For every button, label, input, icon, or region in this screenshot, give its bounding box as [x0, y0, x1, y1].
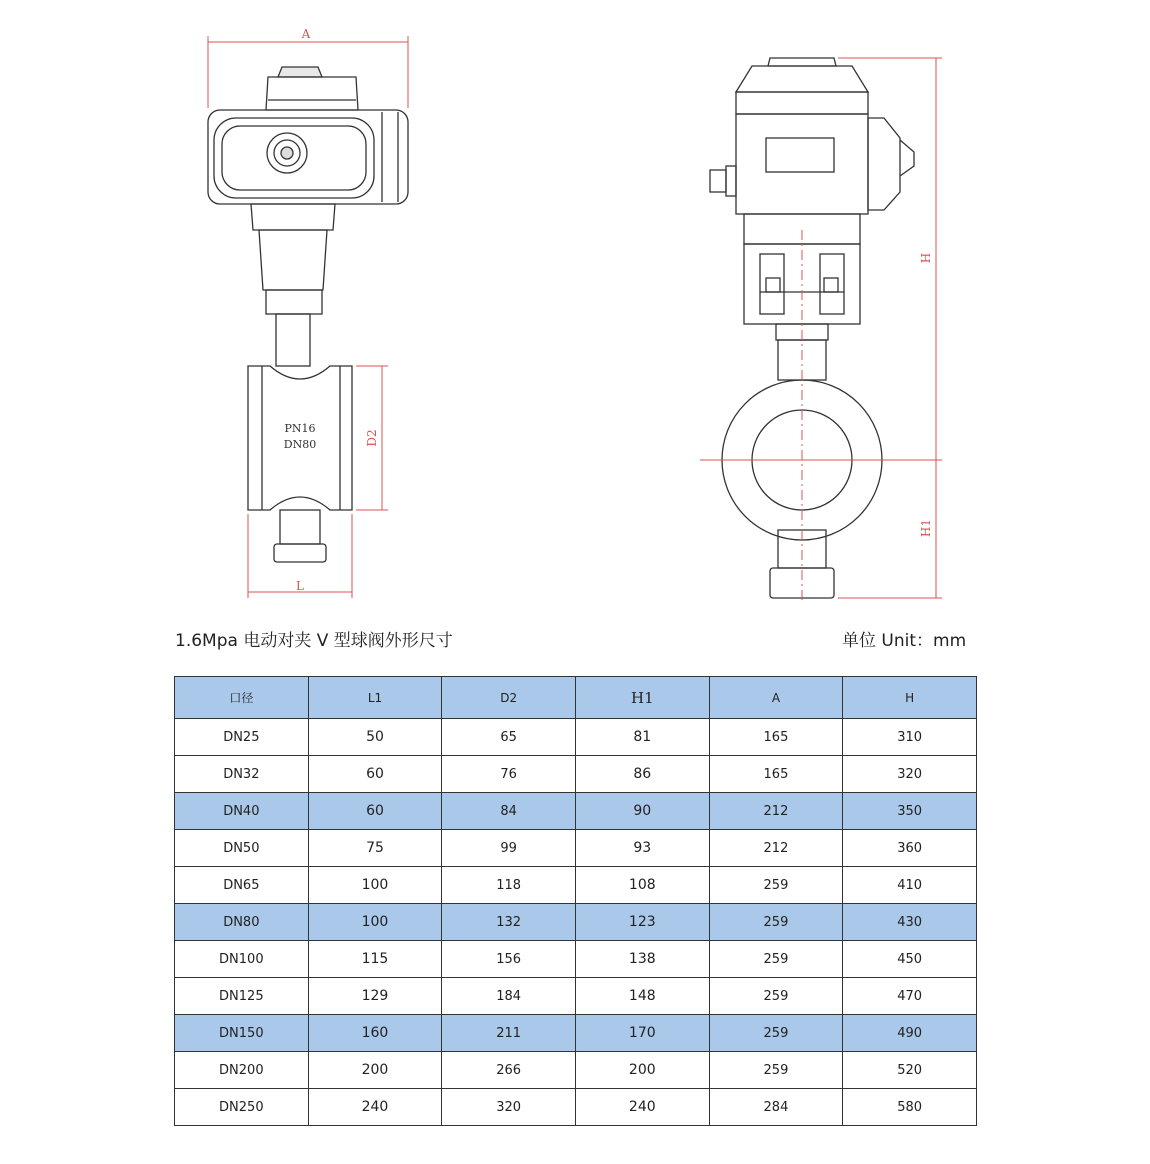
cell-h1: 138 [575, 941, 709, 978]
cell-l1: 100 [308, 904, 442, 941]
cell-h1: 170 [575, 1015, 709, 1052]
front-view-body [248, 366, 352, 562]
cell-a: 259 [709, 978, 843, 1015]
cell-l1: 60 [308, 793, 442, 830]
table-row [175, 793, 977, 830]
cell-a: 259 [709, 1052, 843, 1089]
cell-a: 259 [709, 867, 843, 904]
cell-size: DN150 [175, 1015, 309, 1052]
cell-a: 259 [709, 1015, 843, 1052]
cell-a: 212 [709, 793, 843, 830]
cell-size: DN65 [175, 867, 309, 904]
cell-l1: 50 [308, 719, 442, 756]
cell-l1: 100 [308, 867, 442, 904]
cell-l1: 75 [308, 830, 442, 867]
cell-d2: 76 [442, 756, 576, 793]
cell-h: 320 [843, 756, 977, 793]
table-row [175, 719, 977, 756]
cell-h: 430 [843, 904, 977, 941]
cell-h: 580 [843, 1089, 977, 1126]
table-row [175, 1089, 977, 1126]
dim-d2-label: D2 [365, 429, 379, 447]
table-row [175, 756, 977, 793]
dim-a-label: A [301, 27, 311, 41]
cell-h: 360 [843, 830, 977, 867]
cell-a: 259 [709, 904, 843, 941]
cell-a: 284 [709, 1089, 843, 1126]
header-d2: D2 [442, 677, 576, 719]
cell-size: DN32 [175, 756, 309, 793]
cell-h1: 240 [575, 1089, 709, 1126]
cell-h1: 200 [575, 1052, 709, 1089]
header-l1: L1 [308, 677, 442, 719]
cell-d2: 99 [442, 830, 576, 867]
table-row [175, 830, 977, 867]
cell-h1: 93 [575, 830, 709, 867]
table-row [175, 867, 977, 904]
cell-size: DN25 [175, 719, 309, 756]
cell-l1: 200 [308, 1052, 442, 1089]
header-h: H [843, 677, 977, 719]
cell-size: DN40 [175, 793, 309, 830]
cell-size: DN50 [175, 830, 309, 867]
cell-l1: 115 [308, 941, 442, 978]
table-header-row [175, 677, 977, 719]
dim-h-label: H [919, 252, 933, 264]
dimension-table [174, 676, 977, 1126]
header-a: A [709, 677, 843, 719]
cell-h: 450 [843, 941, 977, 978]
cell-size: DN200 [175, 1052, 309, 1089]
cell-d2: 266 [442, 1052, 576, 1089]
cell-a: 165 [709, 756, 843, 793]
cell-a: 212 [709, 830, 843, 867]
table-row [175, 1052, 977, 1089]
cell-l1: 129 [308, 978, 442, 1015]
cell-h1: 86 [575, 756, 709, 793]
body-marking-dn: DN80 [283, 438, 317, 451]
cell-l1: 160 [308, 1015, 442, 1052]
cell-h: 310 [843, 719, 977, 756]
cell-h1: 90 [575, 793, 709, 830]
header-h1: H1 [575, 677, 709, 719]
cell-h: 520 [843, 1052, 977, 1089]
unit-label: 单位 Unit：mm [842, 631, 967, 651]
table-row [175, 1015, 977, 1052]
cell-h: 410 [843, 867, 977, 904]
cell-h1: 148 [575, 978, 709, 1015]
cell-h1: 108 [575, 867, 709, 904]
cell-size: DN250 [175, 1089, 309, 1126]
cell-d2: 118 [442, 867, 576, 904]
cell-d2: 320 [442, 1089, 576, 1126]
cell-d2: 132 [442, 904, 576, 941]
cell-d2: 156 [442, 941, 576, 978]
front-view-actuator [208, 67, 408, 366]
cell-h: 350 [843, 793, 977, 830]
cell-h1: 81 [575, 719, 709, 756]
cell-d2: 65 [442, 719, 576, 756]
cell-d2: 184 [442, 978, 576, 1015]
cell-d2: 211 [442, 1015, 576, 1052]
table-row [175, 941, 977, 978]
cell-h: 490 [843, 1015, 977, 1052]
cell-l1: 240 [308, 1089, 442, 1126]
header-size: 口径 [175, 677, 309, 719]
table-title: 1.6Mpa 电动对夹 V 型球阀外形尺寸 [175, 631, 453, 651]
cell-l1: 60 [308, 756, 442, 793]
dim-h1-label: H1 [919, 518, 933, 538]
table-row [175, 978, 977, 1015]
cell-h1: 123 [575, 904, 709, 941]
side-view-actuator [710, 58, 914, 380]
body-marking-pn: PN16 [284, 422, 316, 435]
cell-a: 259 [709, 941, 843, 978]
cell-h: 470 [843, 978, 977, 1015]
cell-a: 165 [709, 719, 843, 756]
cell-size: DN125 [175, 978, 309, 1015]
table-row [175, 904, 977, 941]
dim-l-label: L [296, 579, 304, 593]
cell-size: DN100 [175, 941, 309, 978]
cell-d2: 84 [442, 793, 576, 830]
cell-size: DN80 [175, 904, 309, 941]
